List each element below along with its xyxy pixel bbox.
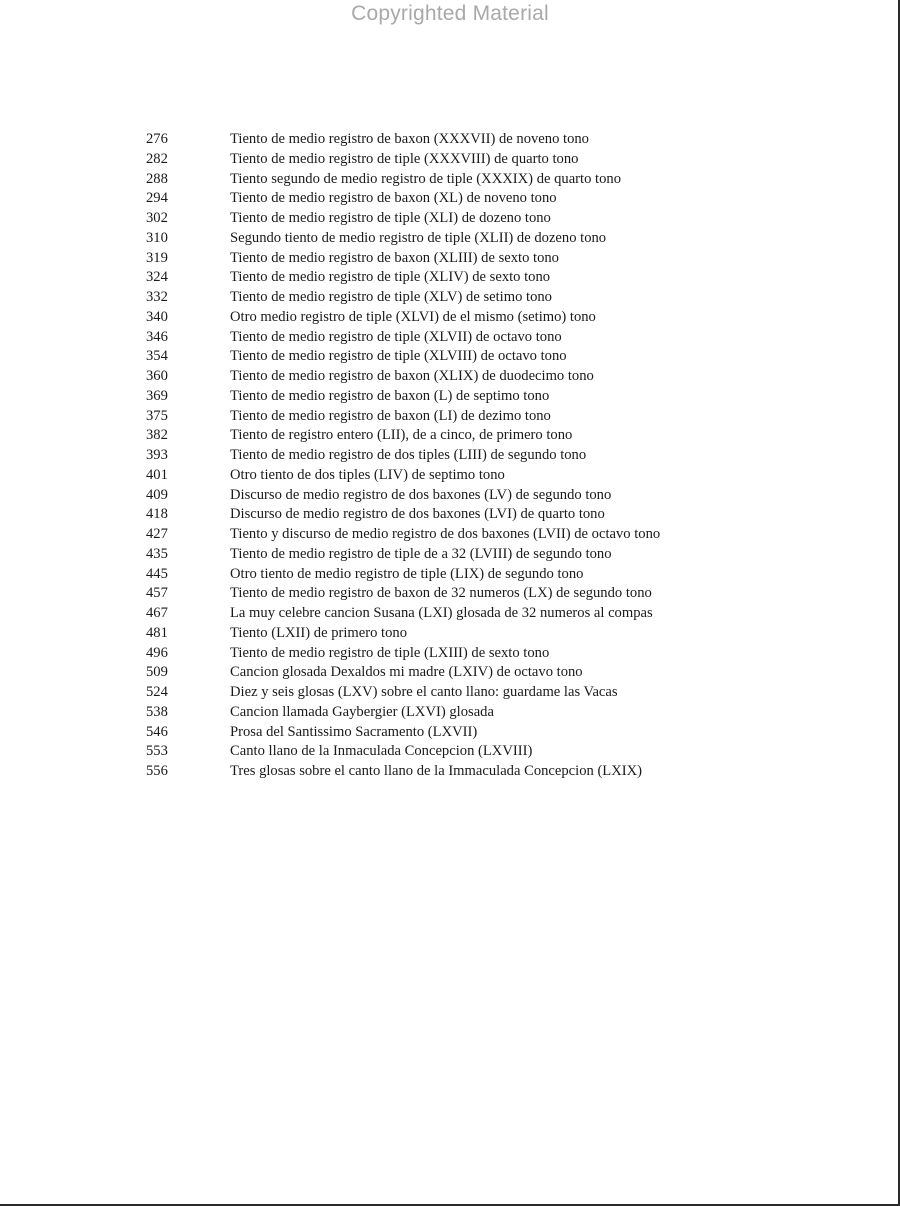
toc-entry: [146, 387, 746, 407]
toc-entry: [146, 268, 746, 288]
toc-page-number: 288: [146, 170, 168, 187]
toc-entry: [146, 565, 746, 585]
toc-entry: [146, 486, 746, 506]
toc-page-number: 481: [146, 624, 168, 641]
toc-page-number: 340: [146, 308, 168, 325]
toc-entry: [146, 466, 746, 486]
toc-page-number: 467: [146, 605, 168, 621]
toc-entry: [146, 308, 746, 328]
toc-title: Tiento de medio registro de baxon (XXXVII) de noveno tono: [230, 131, 589, 147]
table-of-contents: [146, 130, 746, 782]
toc-title: Tiento de medio registro de tiple (XLVIII) de octavo tono: [230, 348, 567, 365]
toc-page-number: 418: [146, 506, 168, 523]
toc-title: Cancion glosada Dexaldos mi madre (LXIV) de octavo tono: [230, 664, 583, 681]
toc-title: Tiento de medio registro de baxon (XLIX) de duodecimo tono: [230, 368, 594, 384]
toc-title: Otro tiento de dos tiples (LIV) de septimo tono: [230, 466, 505, 483]
toc-entry: [146, 426, 746, 446]
toc-title: Tiento de medio registro de tiple (LXIII) de sexto tono: [230, 644, 550, 661]
toc-entry: [146, 367, 746, 387]
toc-title: Tiento de medio registro de dos tiples (LIII) de segundo tono: [230, 447, 587, 463]
toc-entry: [146, 407, 746, 427]
toc-entry: [146, 723, 746, 743]
toc-title: Tiento de medio registro de tiple (XLVII) de octavo tono: [230, 328, 562, 345]
toc-entry: [146, 150, 746, 170]
toc-page-number: 375: [146, 407, 168, 424]
toc-page-number: 324: [146, 269, 168, 286]
toc-title: Tiento de medio registro de baxon de 32 numeros (LX) de segundo tono: [230, 585, 652, 602]
toc-entry: [146, 209, 746, 229]
toc-entry: [146, 347, 746, 367]
toc-title: Canto llano de la Inmaculada Concepcion (LXVIII): [230, 743, 533, 760]
toc-entry: [146, 584, 746, 604]
toc-title: Tiento segundo de medio registro de tiple (XXXIX) de quarto tono: [230, 170, 621, 187]
toc-entry: [146, 604, 746, 624]
toc-title: Discurso de medio registro de dos baxones (LV) de segundo tono: [230, 486, 612, 503]
toc-entry: [146, 545, 746, 565]
toc-entry: [146, 249, 746, 269]
toc-page-number: 346: [146, 328, 168, 345]
toc-page-number: 332: [146, 289, 168, 305]
toc-title: Tiento y discurso de medio registro de dos baxones (LVII) de octavo tono: [230, 526, 661, 542]
toc-page-number: 302: [146, 210, 168, 226]
toc-entry: [146, 505, 746, 525]
toc-entry: [146, 624, 746, 644]
toc-page-number: 409: [146, 486, 168, 503]
toc-page-number: 354: [146, 348, 168, 365]
toc-page-number: 294: [146, 190, 168, 207]
toc-page-number: 382: [146, 427, 168, 444]
toc-title: Tiento de medio registro de tiple (XXXVIII) de quarto tono: [230, 150, 579, 167]
toc-entry: [146, 288, 746, 308]
toc-page-number: 401: [146, 466, 168, 483]
toc-title: Tiento de medio registro de baxon (XLIII) de sexto tono: [230, 249, 559, 266]
toc-entry: [146, 742, 746, 762]
toc-page-number: 369: [146, 387, 168, 404]
toc-title: Tres glosas sobre el canto llano de la Immaculada Concepcion (LXIX): [230, 763, 643, 779]
toc-title: Prosa del Santissimo Sacramento (LXVII): [230, 723, 478, 740]
toc-entry: [146, 644, 746, 664]
toc-title: La muy celebre cancion Susana (LXI) glosada de 32 numeros al compas: [230, 605, 653, 621]
toc-title: Tiento de medio registro de tiple (XLV) de setimo tono: [230, 289, 552, 305]
toc-page-number: 282: [146, 150, 168, 167]
toc-page-number: 524: [146, 684, 168, 700]
toc-title: Cancion llamada Gaybergier (LXVI) glosada: [230, 703, 494, 720]
toc-entry: [146, 229, 746, 249]
toc-page-number: 509: [146, 664, 168, 681]
toc-entry: [146, 683, 746, 703]
toc-entry: [146, 703, 746, 723]
toc-entry: [146, 525, 746, 545]
toc-entry: [146, 328, 746, 348]
toc-page-number: 310: [146, 229, 168, 246]
toc-page-number: 393: [146, 447, 168, 463]
toc-title: Tiento de medio registro de baxon (LI) de dezimo tono: [230, 407, 551, 424]
toc-page-number: 360: [146, 368, 168, 384]
toc-title: Otro tiento de medio registro de tiple (LIX) de segundo tono: [230, 565, 584, 582]
toc-title: Diez y seis glosas (LXV) sobre el canto llano: guardame las Vacas: [230, 684, 618, 700]
toc-title: Tiento de registro entero (LII), de a cinco, de primero tono: [230, 427, 573, 444]
toc-title: Tiento de medio registro de baxon (XL) de noveno tono: [230, 190, 557, 207]
toc-page-number: 538: [146, 703, 168, 720]
toc-title: Tiento de medio registro de tiple (XLI) de dozeno tono: [230, 210, 551, 226]
toc-entry: [146, 189, 746, 209]
toc-page-number: 427: [146, 526, 168, 542]
toc-page-number: 445: [146, 565, 168, 582]
toc-entry: [146, 170, 746, 190]
toc-title: Discurso de medio registro de dos baxones (LVI) de quarto tono: [230, 506, 605, 523]
toc-entry: [146, 663, 746, 683]
toc-entry: [146, 130, 746, 150]
copyright-watermark: Copyrighted Material: [351, 2, 549, 25]
toc-title: Tiento de medio registro de baxon (L) de septimo tono: [230, 387, 550, 404]
toc-entry: [146, 762, 746, 782]
toc-title: Otro medio registro de tiple (XLVI) de el mismo (setimo) tono: [230, 308, 596, 325]
toc-page-number: 435: [146, 545, 168, 562]
toc-title: Segundo tiento de medio registro de tiple (XLII) de dozeno tono: [230, 229, 607, 246]
toc-page-number: 276: [146, 131, 168, 147]
toc-page-number: 496: [146, 644, 168, 661]
toc-page-number: 553: [146, 743, 168, 760]
toc-page-number: 457: [146, 585, 168, 602]
toc-page-number: 319: [146, 249, 168, 266]
toc-page-number: 556: [146, 763, 168, 779]
toc-title: Tiento (LXII) de primero tono: [230, 624, 407, 641]
toc-page-number: 546: [146, 723, 168, 740]
toc-entry: [146, 446, 746, 466]
toc-title: Tiento de medio registro de tiple (XLIV) de sexto tono: [230, 269, 551, 286]
toc-title: Tiento de medio registro de tiple de a 32 (LVIII) de segundo tono: [230, 545, 612, 562]
